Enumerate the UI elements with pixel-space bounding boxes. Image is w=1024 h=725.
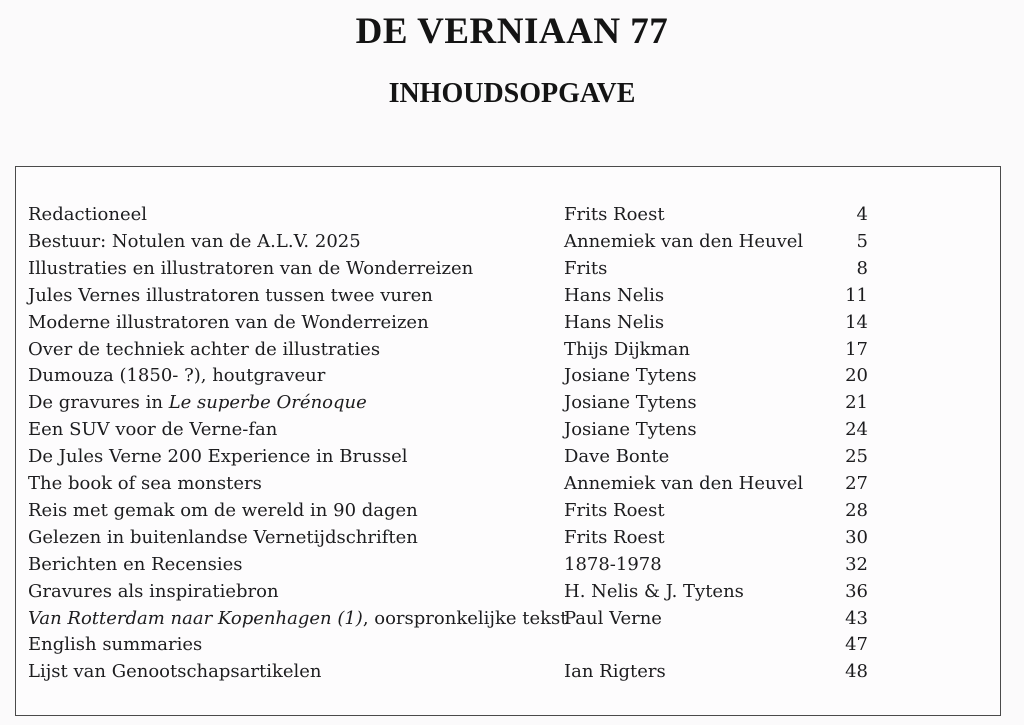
toc-entry-page: 20 bbox=[845, 365, 868, 387]
toc-row bbox=[16, 336, 1000, 363]
toc-entry-author: Josiane Tytens bbox=[564, 365, 697, 387]
toc-entry-title bbox=[28, 309, 429, 336]
toc-row bbox=[16, 255, 1000, 282]
toc-entry-page: 28 bbox=[845, 499, 868, 521]
toc-entry-title bbox=[28, 282, 433, 309]
toc-row bbox=[16, 551, 1000, 578]
document-title: DE VERNIAAN 77 bbox=[355, 11, 669, 52]
toc-entry-title-text: Over de techniek achter de illustraties bbox=[28, 338, 381, 360]
toc-entry-title bbox=[28, 470, 262, 497]
toc-row bbox=[16, 228, 1000, 255]
toc-entry-page: 25 bbox=[845, 446, 868, 468]
toc-entry-title-text: Redactioneel bbox=[28, 204, 148, 225]
toc-entry-title bbox=[28, 336, 380, 363]
toc-entry-title-text: Dumouza (1850- ?), houtgraveur bbox=[28, 365, 326, 387]
toc-entry-author: Frits Roest bbox=[564, 204, 665, 225]
toc-row bbox=[16, 631, 1000, 658]
toc-entry-title bbox=[28, 255, 473, 282]
toc-entry-author: Josiane Tytens bbox=[564, 392, 697, 414]
toc-entry-title-italic: Van Rotterdam naar Kopenhagen (1) bbox=[28, 607, 363, 629]
toc-entry-page: 27 bbox=[845, 473, 868, 494]
document-subtitle: INHOUDSOPGAVE bbox=[388, 78, 636, 109]
toc-row bbox=[16, 282, 1000, 309]
toc-entry-author: Annemiek van den Heuvel bbox=[564, 473, 804, 494]
toc-row bbox=[16, 201, 1000, 228]
toc-row bbox=[16, 443, 1000, 470]
toc-entry-page: 48 bbox=[845, 661, 868, 683]
toc-entry-title-italic: Le superbe Orénoque bbox=[168, 392, 367, 414]
toc-entry-title bbox=[28, 658, 322, 685]
toc-entry-title bbox=[28, 228, 361, 255]
toc-row bbox=[16, 578, 1000, 605]
toc-row bbox=[16, 605, 1000, 632]
toc-entry-page: 14 bbox=[845, 311, 868, 333]
toc-entry-title-text: Jules Vernes illustratoren tussen twee vuren bbox=[28, 284, 433, 306]
toc-entry-page: 30 bbox=[845, 526, 868, 548]
toc-entry-page: 8 bbox=[856, 257, 868, 279]
toc-entry-page: 11 bbox=[845, 284, 868, 306]
toc-entry-title-text: De Jules Verne 200 Experience in Brussel bbox=[28, 446, 408, 468]
toc-entry-title-text: Lijst van Genootschapsartikelen bbox=[28, 661, 322, 683]
toc-entry-title bbox=[28, 201, 147, 228]
toc-entry-page: 21 bbox=[845, 392, 868, 414]
toc-row bbox=[16, 362, 1000, 389]
table-of-contents bbox=[15, 166, 1001, 716]
toc-entry-author: Paul Verne bbox=[564, 607, 662, 629]
toc-entry-title-text: Een SUV voor de Verne-fan bbox=[28, 419, 278, 441]
toc-entry-page: 36 bbox=[845, 580, 868, 602]
toc-entry-author: H. Nelis & J. Tytens bbox=[564, 580, 744, 602]
toc-entry-author: Hans Nelis bbox=[564, 284, 665, 306]
toc-entry-title-text: English summaries bbox=[28, 634, 203, 656]
toc-entry-title-text: Gelezen in buitenlandse Vernetijdschriften bbox=[28, 526, 418, 548]
toc-entry-title-text: Illustraties en illustratoren van de Wonderreizen bbox=[28, 257, 474, 279]
toc-entry-title-text: The book of sea monsters bbox=[28, 473, 262, 494]
toc-entry-title-text: Reis met gemak om de wereld in 90 dagen bbox=[28, 499, 418, 521]
toc-entry-title bbox=[28, 551, 243, 578]
toc-entry-page: 17 bbox=[845, 338, 868, 360]
toc-entry-title-text: , oorspronkelijke tekst bbox=[362, 607, 568, 629]
toc-entry-page: 5 bbox=[856, 230, 868, 252]
toc-entry-title bbox=[28, 497, 418, 524]
toc-row bbox=[16, 309, 1000, 336]
toc-entry-title-text: Gravures als inspiratiebron bbox=[28, 580, 279, 602]
toc-entry-title-text: De gravures in bbox=[28, 392, 169, 414]
toc-entry-author: Frits Roest bbox=[564, 499, 665, 521]
toc-entry-author: Dave Bonte bbox=[564, 446, 670, 468]
toc-entry-author: Frits Roest bbox=[564, 526, 665, 548]
toc-entry-title-text: Moderne illustratoren van de Wonderreizen bbox=[28, 311, 429, 333]
toc-entry-title bbox=[28, 524, 418, 551]
toc-entry-author: Ian Rigters bbox=[564, 661, 666, 683]
toc-entry-title bbox=[28, 362, 325, 389]
toc-row bbox=[16, 524, 1000, 551]
toc-entry-author: Frits bbox=[564, 257, 608, 279]
toc-entry-author: Hans Nelis bbox=[564, 311, 665, 333]
toc-entry-title-text: Berichten en Recensies bbox=[28, 553, 243, 575]
toc-entry-page: 47 bbox=[845, 634, 868, 656]
toc-row bbox=[16, 658, 1000, 685]
toc-entry-title-text: Bestuur: Notulen van de A.L.V. 2025 bbox=[28, 230, 361, 252]
toc-entry-author: Josiane Tytens bbox=[564, 419, 697, 441]
toc-entry-title bbox=[28, 605, 568, 632]
toc-entry-author: 1878-1978 bbox=[564, 553, 662, 575]
toc-entry-page: 43 bbox=[845, 607, 868, 629]
toc-entry-page: 32 bbox=[845, 553, 868, 575]
toc-entry-title bbox=[28, 443, 408, 470]
toc-entry-title bbox=[28, 416, 277, 443]
toc-entry-author: Annemiek van den Heuvel bbox=[564, 230, 804, 252]
toc-row bbox=[16, 416, 1000, 443]
toc-entry-page: 24 bbox=[845, 419, 868, 441]
toc-row bbox=[16, 389, 1000, 416]
toc-entry-title bbox=[28, 631, 202, 658]
toc-entry-title bbox=[28, 578, 279, 605]
toc-entry-author: Thijs Dijkman bbox=[564, 338, 690, 360]
toc-row bbox=[16, 470, 1000, 497]
toc-entry-title bbox=[28, 389, 367, 416]
toc-row bbox=[16, 497, 1000, 524]
toc-entry-page: 4 bbox=[856, 204, 868, 225]
